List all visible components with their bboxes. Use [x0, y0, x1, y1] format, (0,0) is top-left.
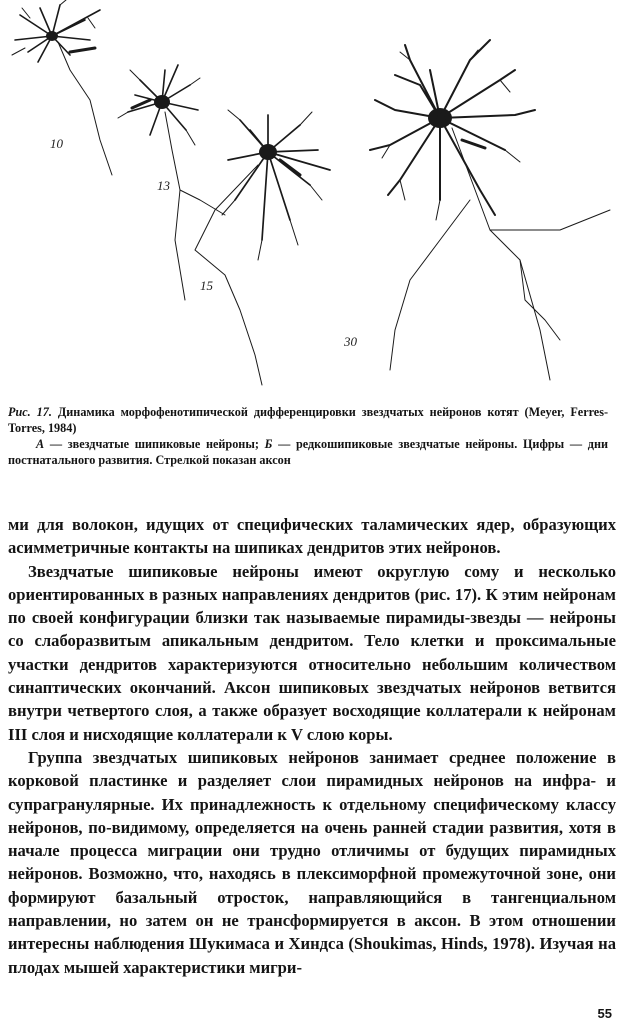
- paragraph-3: Группа звездчатых шипиковых нейронов занимает среднее положение в корковой пластинке и разделяет слои пирамидных нейронов на инфра- и супрагранулярные. Их принадлежность к отдельному специфическому классу нейронов, по-видимому, определяется на очень ранней стадии развития, хотя в начале процесса миграции они трудно отличимы от будущих пирамидных нейронов. Возможно, что, находясь в плексиморфной промежуточной зоне, они формируют базальный отросток, направляющийся в тангенциальном направлении, но затем он не трансформируется в аксон. В этом отношении интересны наблюдения Шукимаса и Хиндса (Shoukimas, Hinds, 1978). Изучая на плодах мышей характеристики мигри-: [8, 747, 616, 977]
- label-day-30: 30: [344, 334, 357, 349]
- paragraph-1: ми для волокон, идущих от специфических таламических ядер, образующих асимметричные контакты на шипиках дендритов этих нейронов.: [8, 515, 616, 558]
- caption-fig-ref: Рис. 17.: [8, 405, 52, 419]
- neuron-drawing: [0, 0, 620, 405]
- caption-title: [8, 404, 608, 436]
- label-day-13: 13: [157, 178, 170, 193]
- neuron-day-30: [370, 40, 610, 380]
- legend-a-letter: А: [36, 437, 45, 451]
- figure-caption: [8, 404, 608, 468]
- page-number: 55: [597, 1006, 612, 1021]
- caption-title-text: Динамика морфофенотипической дифференцировки звездчатых нейронов котят (Meyer, Ferres-Torres, 1984): [8, 405, 609, 435]
- paragraph-2: Звездчатые шипиковые нейроны имеют округлую сому и несколько ориентированных в разных направлениях дендритов (рис. 17). К этим нейронам по своей конфигурации близки так называемые пирамиды-звезды — нейроны со слаборазвитым апикальным дендритом. Тело клетки и проксимальные участки дендритов характеризуются относительно небольшим количеством синаптических окончаний. Аксон шипиковых звездчатых нейронов ветвится внутри четвертого слоя, а также образует восходящие коллатерали к нейронам III слоя и нисходящие коллатерали к V слою коры.: [8, 561, 616, 744]
- body-text: [8, 513, 616, 979]
- legend-b-letter: Б: [264, 437, 273, 451]
- label-day-10: 10: [50, 136, 63, 151]
- neuron-figure: [0, 0, 620, 405]
- neuron-day-15: [180, 110, 330, 385]
- legend-a-text: — звездчатые шипиковые нейроны;: [44, 437, 265, 451]
- label-day-15: 15: [200, 278, 213, 293]
- caption-legend: [8, 436, 608, 468]
- legend-b-text: — редкошипиковые звездчатые нейроны. Цифры — дни постнатального развития. Стрелкой показан аксон: [8, 437, 608, 467]
